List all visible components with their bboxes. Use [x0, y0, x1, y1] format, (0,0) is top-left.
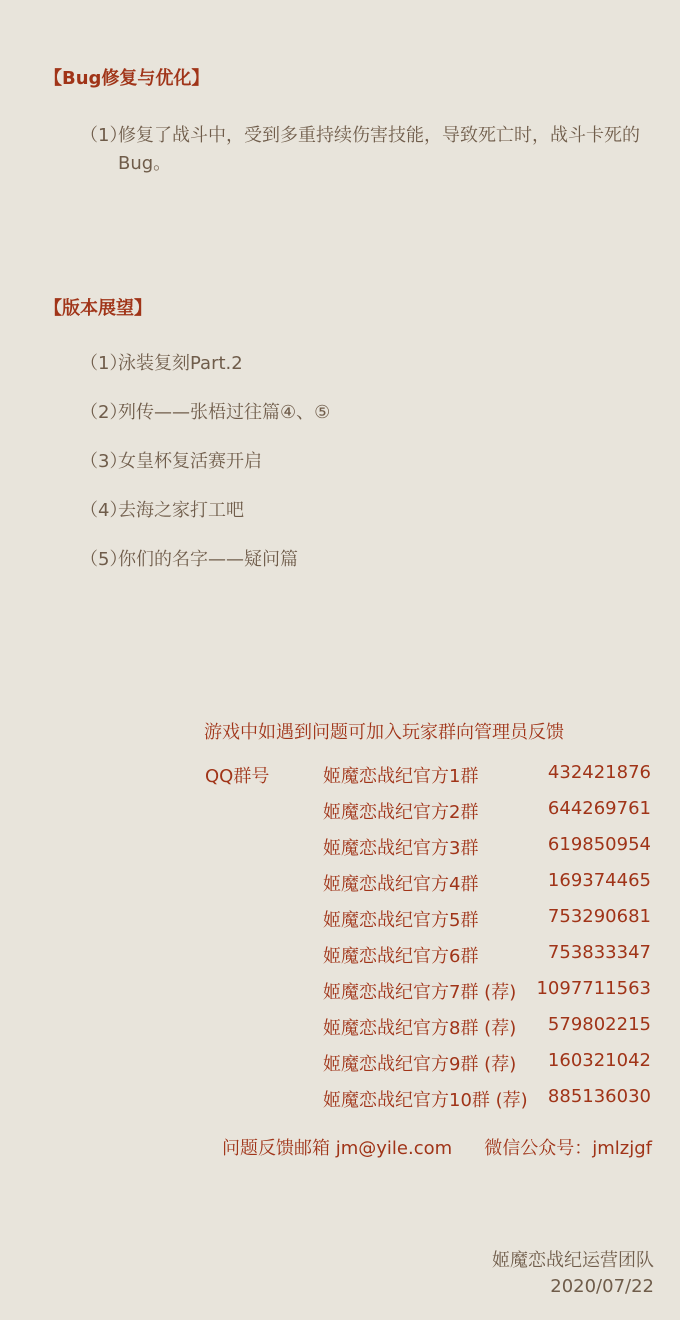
- outlook-item-number: （2）: [80, 402, 128, 423]
- outlook-item-text: 你们的名字——疑问篇: [118, 549, 298, 570]
- bugfix-heading: 【Bug修复与优化】: [44, 68, 210, 89]
- qq-group-row: [323, 978, 651, 1008]
- qq-group-number[interactable]: 885136030: [547, 1086, 651, 1107]
- team-name: 姬魔恋战纪运营团队: [492, 1250, 654, 1271]
- outlook-item-3: [80, 448, 262, 476]
- qq-group-number[interactable]: 753833347: [547, 942, 651, 963]
- wechat-account[interactable]: 微信公众号：jmlzjgf: [484, 1138, 652, 1159]
- qq-group-number[interactable]: 753290681: [547, 906, 651, 927]
- outlook-item-text: 列传——张梧过往篇④、⑤: [118, 402, 331, 423]
- outlook-item-text: 女皇杯复活赛开启: [118, 451, 262, 472]
- qq-group-row: [323, 906, 651, 936]
- qq-group-row: [323, 834, 651, 864]
- outlook-heading: 【版本展望】: [44, 298, 152, 319]
- bugfix-item-text: 修复了战斗中，受到多重持续伤害技能，导致死亡时，战斗卡死的Bug。: [118, 125, 640, 174]
- qq-group-name: 姬魔恋战纪官方1群: [323, 766, 479, 787]
- contact-title: 游戏中如遇到问题可加入玩家群向管理员反馈: [204, 722, 564, 743]
- outlook-item-text: 泳装复刻Part.2: [118, 353, 243, 374]
- outlook-item-1: [80, 350, 243, 378]
- qq-group-label: QQ群号: [205, 766, 270, 787]
- bugfix-item: [80, 122, 650, 178]
- outlook-item-4: [80, 497, 244, 525]
- qq-group-name: 姬魔恋战纪官方7群 (荐): [323, 982, 517, 1003]
- qq-group-number[interactable]: 1097711563: [536, 978, 651, 999]
- qq-group-row: [323, 1050, 651, 1080]
- signature: [492, 1248, 654, 1300]
- qq-group-row: [323, 1086, 651, 1116]
- outlook-item-number: （3）: [80, 451, 128, 472]
- qq-group-name: 姬魔恋战纪官方3群: [323, 838, 479, 859]
- outlook-item-2: [80, 399, 330, 427]
- qq-group-name: 姬魔恋战纪官方6群: [323, 946, 479, 967]
- outlook-item-number: （4）: [80, 500, 128, 521]
- qq-group-name: 姬魔恋战纪官方10群 (荐): [323, 1090, 528, 1111]
- qq-group-number[interactable]: 619850954: [547, 834, 651, 855]
- outlook-item-number: （5）: [80, 549, 128, 570]
- qq-group-name: 姬魔恋战纪官方5群: [323, 910, 479, 931]
- outlook-item-text: 去海之家打工吧: [118, 500, 244, 521]
- qq-group-number[interactable]: 160321042: [547, 1050, 651, 1071]
- post-date: 2020/07/22: [550, 1276, 654, 1297]
- qq-group-number[interactable]: 169374465: [547, 870, 651, 891]
- qq-group-row: [323, 1014, 651, 1044]
- qq-group-number[interactable]: 644269761: [547, 798, 651, 819]
- feedback-email[interactable]: 问题反馈邮箱 jm@yile.com: [222, 1138, 453, 1159]
- qq-group-row: [323, 942, 651, 972]
- qq-group-name: 姬魔恋战纪官方2群: [323, 802, 479, 823]
- qq-group-row: [323, 762, 651, 792]
- qq-group-name: 姬魔恋战纪官方8群 (荐): [323, 1018, 517, 1039]
- bugfix-item-number: （1）: [80, 125, 128, 146]
- outlook-item-number: （1）: [80, 353, 128, 374]
- qq-group-row: [323, 798, 651, 828]
- qq-group-name: 姬魔恋战纪官方9群 (荐): [323, 1054, 517, 1075]
- qq-group-number[interactable]: 579802215: [547, 1014, 651, 1035]
- outlook-item-5: [80, 546, 298, 574]
- qq-group-name: 姬魔恋战纪官方4群: [323, 874, 479, 895]
- qq-group-number[interactable]: 432421876: [547, 762, 651, 783]
- qq-group-row: [323, 870, 651, 900]
